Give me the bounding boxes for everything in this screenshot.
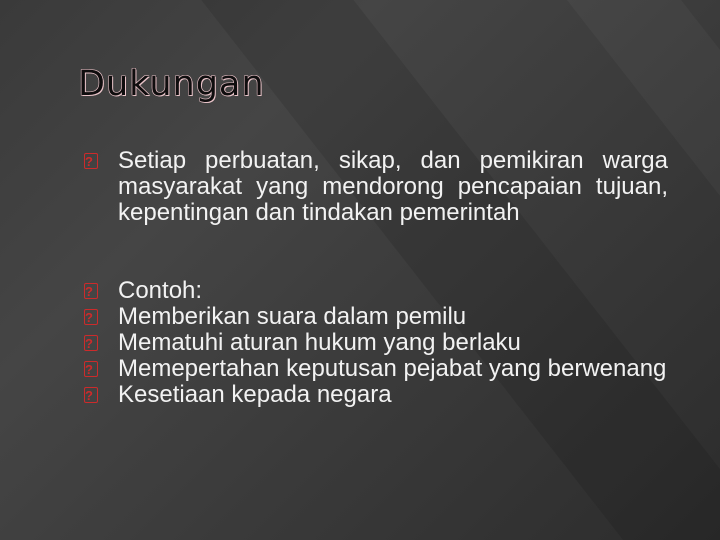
bullet-icon <box>84 361 98 377</box>
list-item <box>86 304 668 330</box>
examples-list <box>86 278 668 408</box>
list-item-text: Kesetiaan kepada negara <box>118 381 392 408</box>
list-item <box>86 330 668 356</box>
list-item <box>86 278 668 304</box>
bullet-icon <box>84 335 98 351</box>
list-item-text: Memepertahan keputusan pejabat yang berwenang <box>118 355 667 382</box>
definition-block <box>86 148 668 226</box>
bullet-icon <box>84 283 98 299</box>
list-item <box>86 356 668 382</box>
bullet-icon <box>84 153 98 169</box>
list-item <box>86 382 668 408</box>
list-item-text: Contoh: <box>118 277 203 304</box>
list-item-text: Mematuhi aturan hukum yang berlaku <box>118 329 521 356</box>
list-item-text: Memberikan suara dalam pemilu <box>118 303 467 330</box>
definition-text: Setiap perbuatan, sikap, dan pemikiran warga masyarakat yang mendorong pencapaian tujuan, kepentingan dan tindakan pemerintah <box>118 147 668 226</box>
list-item <box>86 148 668 226</box>
bullet-icon <box>84 309 98 325</box>
bullet-icon <box>84 387 98 403</box>
slide-title: Dukungan <box>78 64 265 104</box>
